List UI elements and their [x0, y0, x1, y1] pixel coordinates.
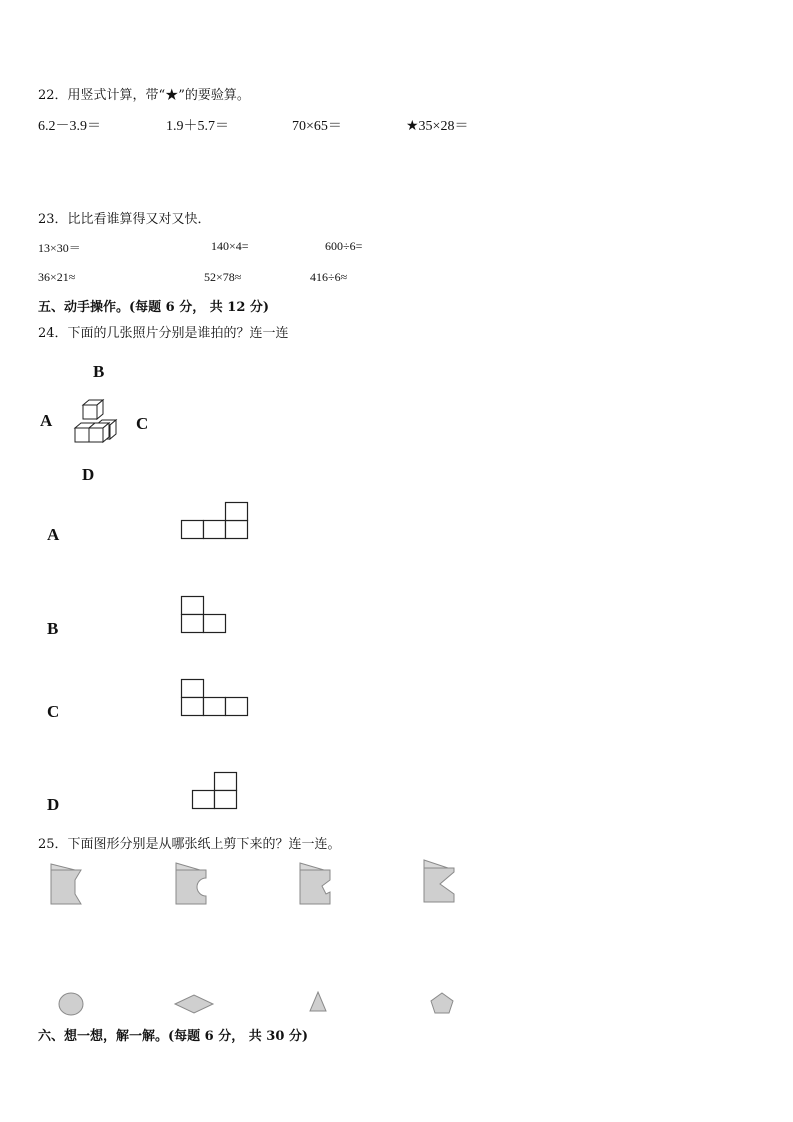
view-label-b: B [47, 619, 59, 638]
view-label-a: A [47, 525, 60, 544]
pentagon-shape [429, 991, 455, 1015]
triangle-shape [307, 990, 329, 1014]
direction-label-left: A [40, 411, 53, 430]
q22-item-3: 70×65＝ [292, 119, 342, 134]
direction-label-right: C [136, 414, 149, 433]
view-d-squares [192, 772, 242, 812]
q22-item-4: ★35×28＝ [406, 119, 469, 134]
q25-title: 25．下面图形分别是从哪张纸上剪下来的？连一连。 [38, 837, 341, 852]
q23-title: 23．比比看谁算得又对又快． [38, 212, 211, 227]
section-6-heading: 六、想一想，解一解。(每题 6 分， 共 30 分) [38, 1029, 309, 1044]
paper-cut-pentagon [422, 858, 462, 906]
q23-row2-item-1: 36×21≈ [38, 270, 76, 284]
view-a-squares [181, 502, 251, 542]
paper-cut-rhombus [174, 860, 214, 908]
rhombus-shape [173, 993, 217, 1015]
q23-row2-item-2: 52×78≈ [204, 270, 242, 284]
section-5-heading: 五、动手操作。(每题 6 分， 共 12 分) [38, 300, 270, 315]
q22-item-1: 6.2－3.9＝ [38, 119, 101, 134]
cube-stack-figure [70, 395, 130, 455]
q24-title: 24．下面的几张照片分别是谁拍的？连一连 [38, 326, 289, 341]
view-label-d: D [47, 795, 60, 814]
q22-item-2: 1.9＋5.7＝ [166, 119, 229, 134]
view-label-c: C [47, 702, 60, 721]
direction-label-bottom: D [82, 465, 95, 484]
q23-row2-item-3: 416÷6≈ [310, 270, 348, 284]
view-c-squares [181, 679, 253, 719]
q22-title: 22．用竖式计算，带“★”的要验算。 [38, 88, 250, 103]
direction-label-top: B [93, 362, 105, 381]
q23-row1-item-2: 140×4= [211, 239, 249, 253]
paper-cut-circle [49, 860, 89, 908]
view-b-squares [181, 596, 231, 636]
q23-row1-item-1: 13×30＝ [38, 241, 81, 255]
circle-shape [57, 991, 87, 1017]
q23-row1-item-3: 600÷6= [325, 239, 363, 253]
paper-cut-triangle [298, 860, 338, 908]
